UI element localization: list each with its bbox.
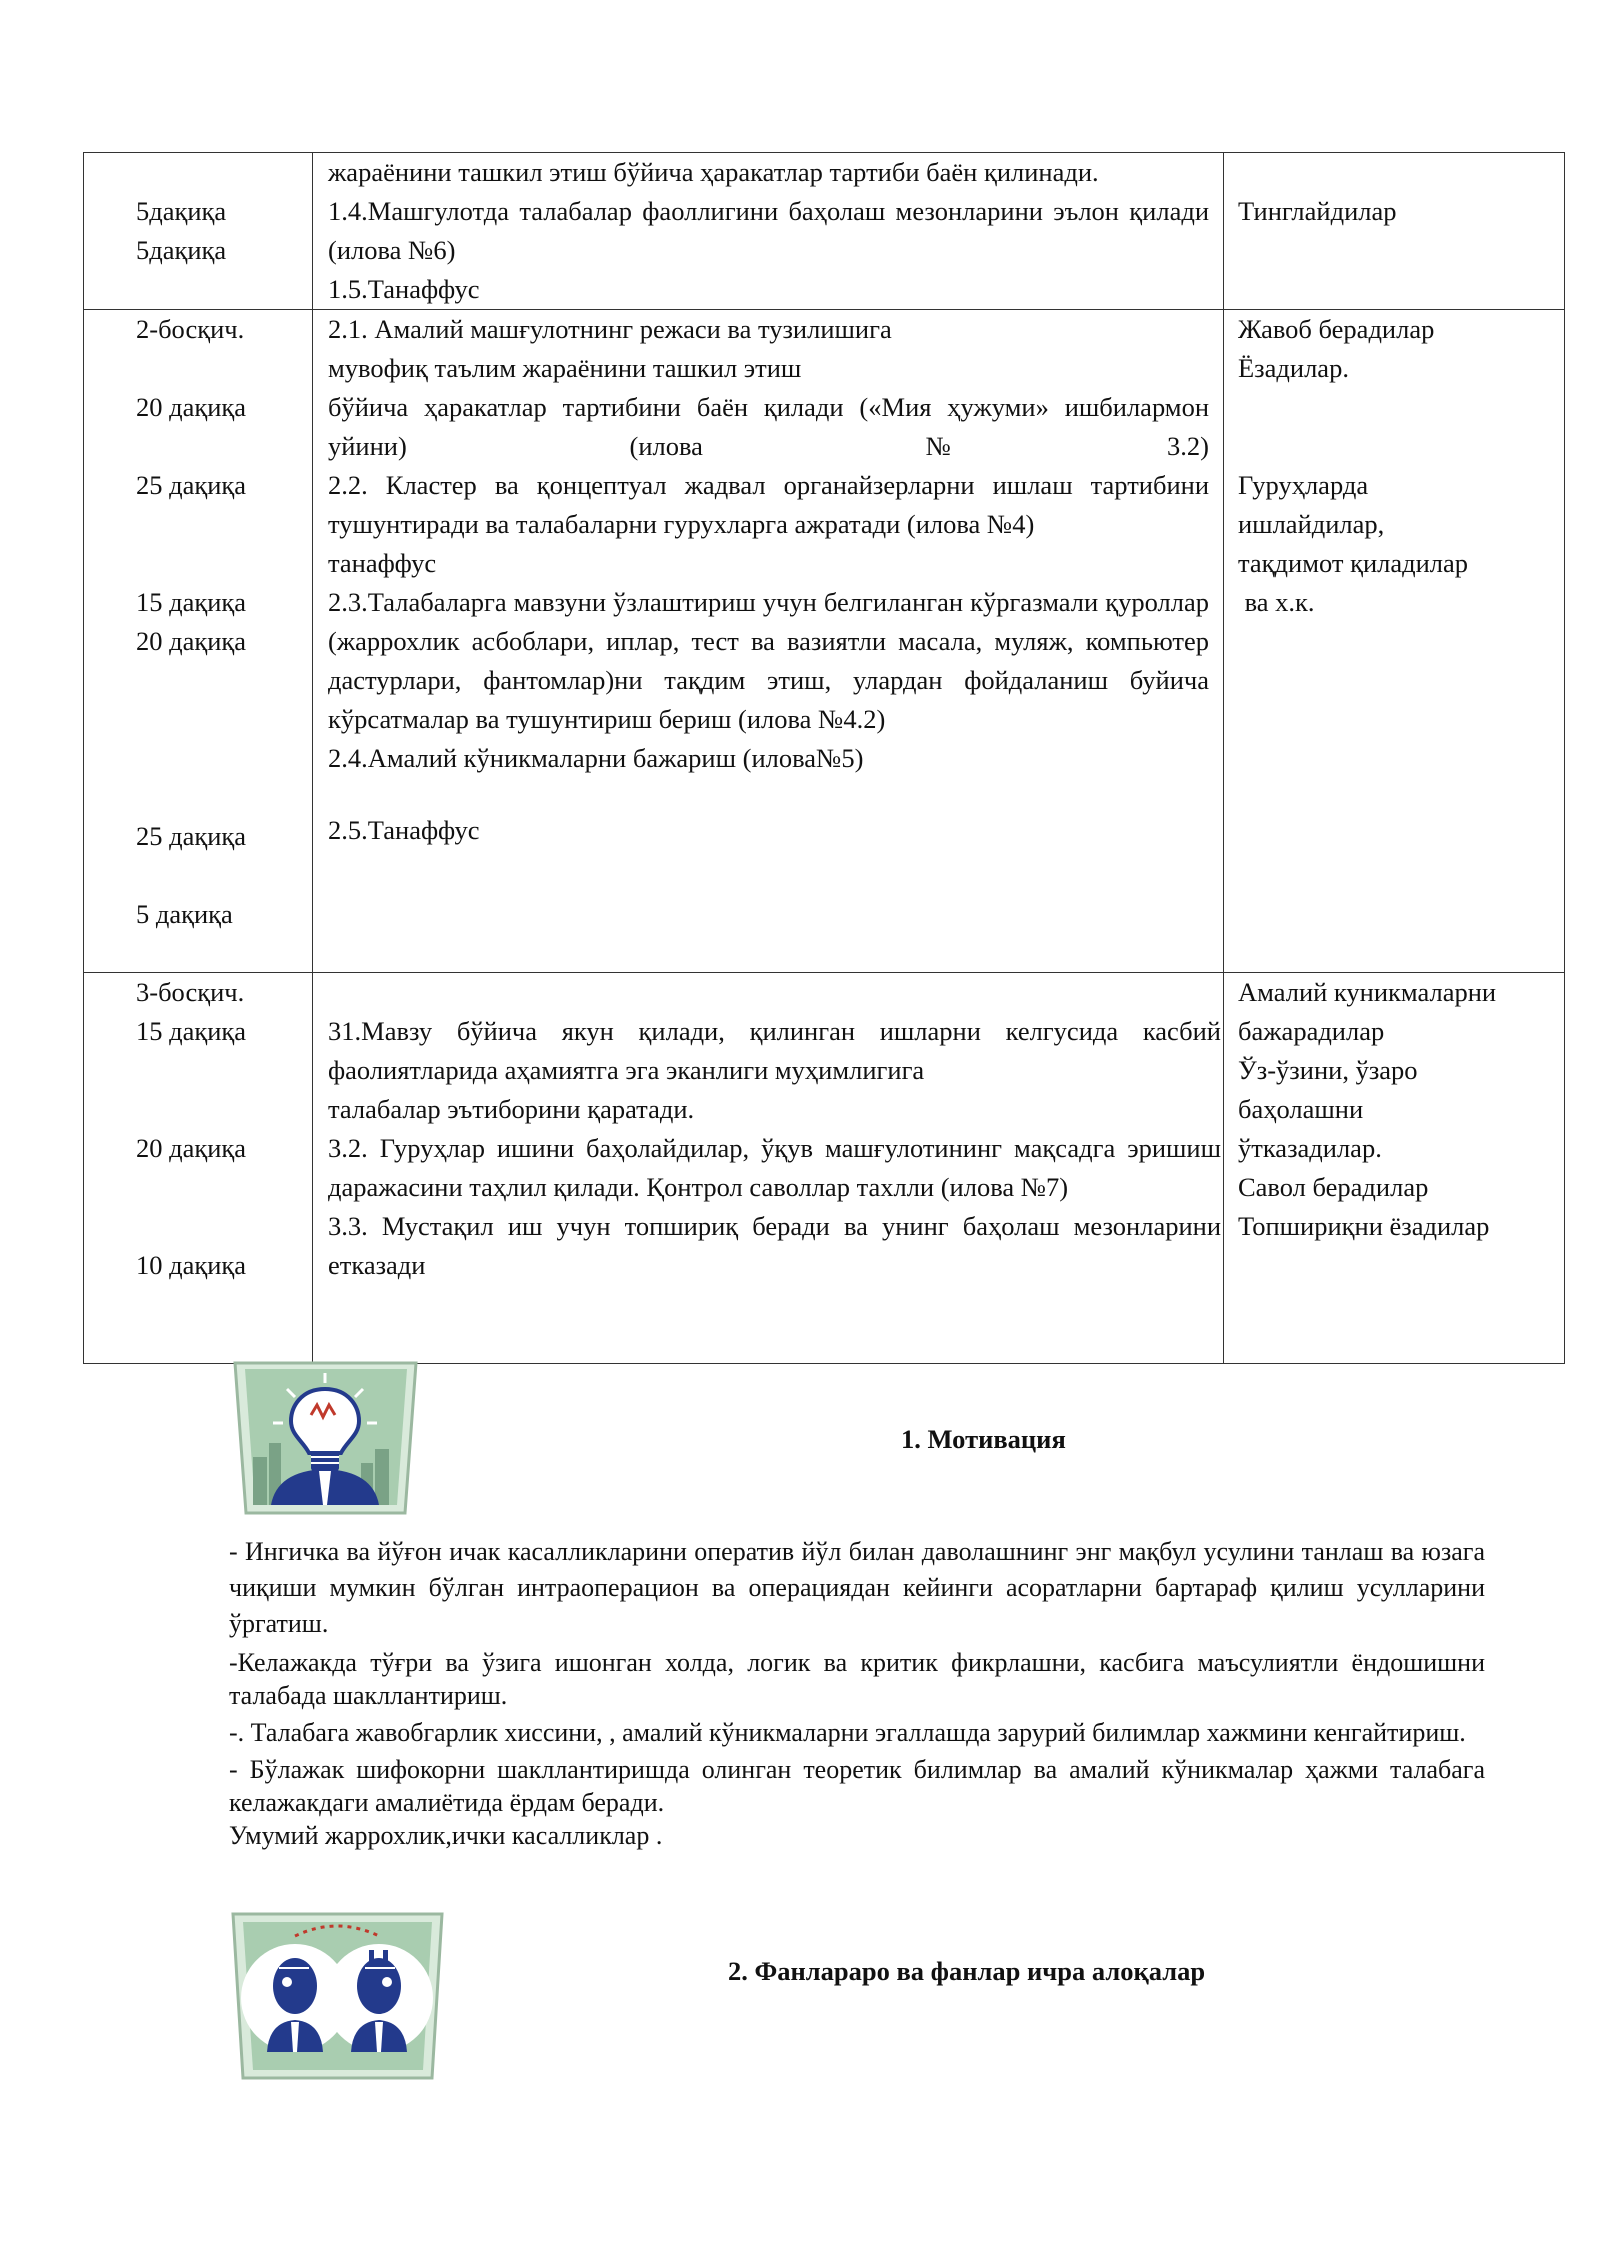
activity-text: бўйича ҳаракатлар тартибини баён қилади («Мия ҳужуми» ишбилармон уйини) (илова №3.2) [328, 392, 1209, 461]
paragraph: -. Талабага жавобгарлик хиссини, , амалий кўникмаларни эгаллашда зарурий билимлар хажмини кенгайтириш. [229, 1718, 1466, 1747]
activity-text: жараёнини ташкил этиш бўйича ҳаракатлар тартиби баён қилинади. [328, 157, 1099, 187]
student-activity-text: Топшириқни ёзадилар [1238, 1211, 1490, 1241]
activity-cell [313, 973, 1224, 1364]
student-activity-text: Савол берадилар [1238, 1172, 1429, 1202]
activity-text: 1.4.Машгулотда талабалар фаоллигини баҳолаш мезонларини эълон қилади (илова №6) [328, 196, 1209, 265]
activity-cell [313, 310, 1224, 973]
time-cell [84, 310, 313, 973]
table-row [84, 310, 1565, 973]
student-activity-text: Ўз-ўзини, ўзаро [1238, 1055, 1418, 1085]
activity-text: мувофиқ таълим жараёнини ташкил этиш [328, 353, 802, 383]
activity-text: 3.2. Гуруҳлар ишини баҳолайдилар, ўқув машғулотининг мақсадга эришиш даражасини таҳлил қилади. Қонтрол саволлар тахлли (илова №7) [328, 1133, 1221, 1202]
student-activity-text: Амалий куникмаларни [1238, 977, 1497, 1007]
time-label: 25 дақиқа [136, 821, 247, 851]
activity-text: 2.4.Амалий кўникмаларни бажариш (илова№5) [328, 743, 864, 773]
two-heads-connection-icon [229, 1910, 446, 2082]
stage-label: 3-босқич. [136, 977, 245, 1007]
time-label: 5дақиқа [136, 196, 227, 226]
student-activity-text: баҳолашни [1238, 1094, 1364, 1124]
motivation-text [229, 1534, 1485, 1856]
student-activity-text: ишлайдилар, [1238, 509, 1385, 539]
activity-cell [313, 153, 1224, 310]
time-label: 20 дақиқа [136, 392, 247, 422]
time-cell [84, 973, 313, 1364]
lightbulb-head-icon [229, 1359, 422, 1517]
stage-label: 2-босқич. [136, 314, 245, 344]
student-activity-text: ва х.к. [1238, 587, 1315, 617]
time-label: 10 дақиқа [136, 1250, 247, 1280]
student-activity-text: тақдимот қиладилар [1238, 548, 1469, 578]
time-label: 20 дақиқа [136, 626, 247, 656]
student-activity-cell [1224, 153, 1565, 310]
lesson-plan-table [83, 152, 1565, 1364]
activity-text: 2.3.Талабаларга мавзуни ўзлаштириш учун белгиланган кўргазмали қуроллар (жаррохлик асбоблари, иплар, тест ва вазиятли масала, муляж, компьютер дастурлари, фантомлар)ни тақдим этиш, улардан фойдаланиш буйича кўрсатмалар ва тушунтириш бериш (илова №4.2) [328, 587, 1209, 734]
time-label: 15 дақиқа [136, 1016, 247, 1046]
student-activity-text: Ёзадилар. [1238, 353, 1349, 383]
section-title-motivation: 1. Мотивация [901, 1424, 1066, 1454]
activity-text: 2.1. Амалий машғулотнинг режаси ва тузилишига [328, 314, 892, 344]
student-activity-text: ўтказадилар. [1238, 1133, 1382, 1163]
activity-text: 31.Мавзу бўйича якун қилади, қилинган ишларни келгусида касбий фаолиятларида аҳамиятга эга эканлиги муҳимлигига [328, 1016, 1221, 1085]
student-activity-text: Жавоб берадилар [1238, 314, 1435, 344]
student-activity-cell [1224, 973, 1565, 1364]
time-label: 15 дақиқа [136, 587, 247, 617]
activity-text: 1.5.Танаффус [328, 274, 480, 304]
time-label: 5дақиқа [136, 235, 227, 265]
paragraph: - Бўлажак шифокорни шакллантиришда олинган теоретик билимлар ва амалий кўникмалар ҳажми талабага келажакдаги амалиётида ёрдам беради. [229, 1755, 1485, 1817]
activity-text: танаффус [328, 548, 437, 578]
section-title-interdisciplinary: 2. Фанлараро ва фанлар ичра алоқалар [728, 1956, 1206, 1986]
student-activity-cell [1224, 310, 1565, 973]
paragraph: Умумий жаррохлик,ички касалликлар . [229, 1821, 663, 1850]
student-activity-text: бажарадилар [1238, 1016, 1385, 1046]
time-label: 20 дақиқа [136, 1133, 247, 1163]
time-label: 5 дақиқа [136, 899, 233, 929]
student-activity-text: Гуруҳларда [1238, 470, 1369, 500]
activity-text: 3.3. Мустақил иш учун топшириқ беради ва унинг баҳолаш мезонларини етказади [328, 1211, 1221, 1280]
paragraph: -Келажакда тўғри ва ўзига ишонган холда, логик ва критик фикрлашни, касбига маъсулиятли ёндошишни талабада шакллантириш. [229, 1648, 1485, 1710]
activity-text: 2.2. Кластер ва қонцептуал жадвал органайзерларни ишлаш тартибини тушунтиради ва талабаларни гурухларга ажратади (илова №4) [328, 470, 1209, 539]
student-activity-text: Тинглайдилар [1238, 196, 1397, 226]
table-row [84, 973, 1565, 1364]
time-label: 25 дақиқа [136, 470, 247, 500]
table-row [84, 153, 1565, 310]
activity-text: талабалар эътиборини қаратади. [328, 1094, 695, 1124]
time-cell [84, 153, 313, 310]
paragraph: - Ингичка ва йўғон ичак касалликларини оператив йўл билан даволашнинг энг мақбул усулини танлаш ва юзага чиқиши мумкин бўлган интраоперацион ва операциядан кейинги асоратларни бартараф қилиш усулларини ўргатиш. [229, 1537, 1485, 1638]
activity-text: 2.5.Танаффус [328, 815, 480, 845]
